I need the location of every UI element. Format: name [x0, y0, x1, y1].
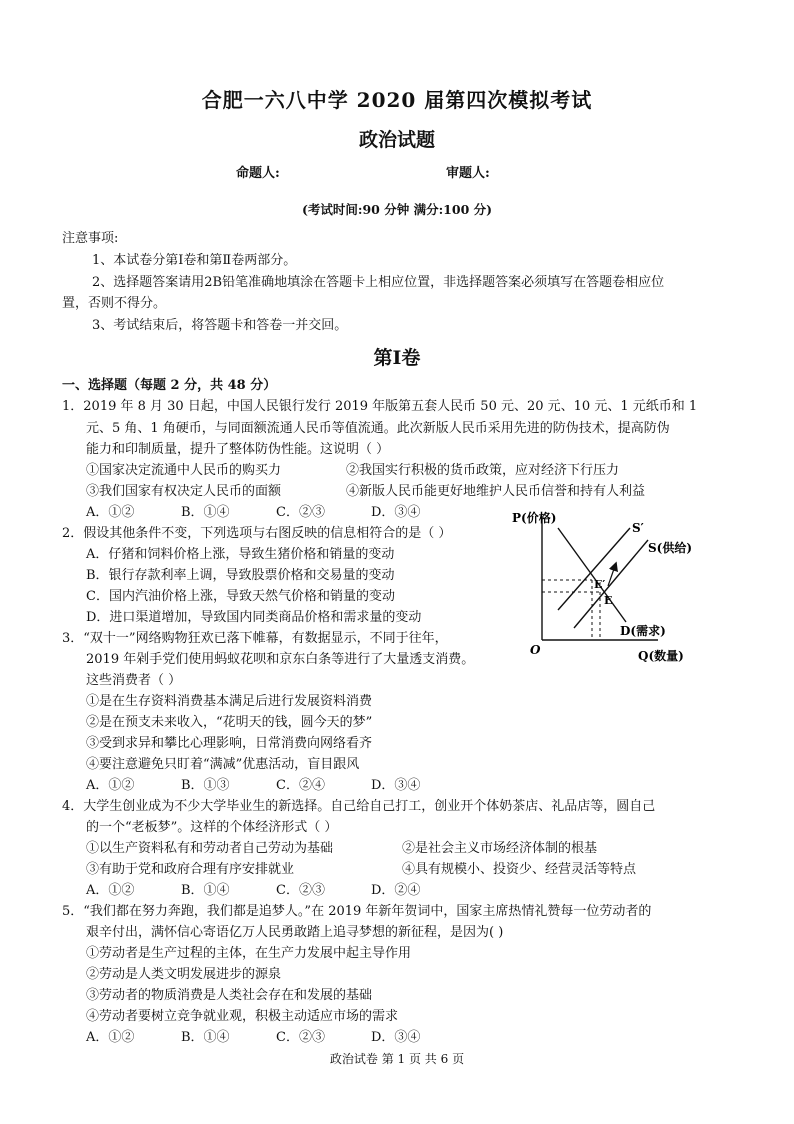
- reviewer-label: 审题人:: [446, 166, 490, 181]
- q1-stem-line: 元、5 角、1 角硬币，与同面额流通人民币等值流通。此次新版人民币采用先进的防伪技术，提高防伪: [86, 421, 670, 436]
- page-footer: 政治试卷 第 1 页 共 6 页: [329, 1052, 465, 1066]
- q2-option-d[interactable]: D．进口渠道增加，导致国内同类商品价格和需求量的变动: [86, 610, 422, 625]
- q4-statement-2: ②是社会主义市场经济体制的根基: [402, 841, 598, 856]
- supply-shifted-label: S′: [632, 521, 644, 535]
- q5-statement-4: ④劳动者要树立竞争就业观，积极主动适应市场的需求: [86, 1009, 399, 1024]
- q3-stem-line: 3．“双十一”网络购物狂欢已落下帷幕，有数据显示，不同于往年，: [62, 631, 448, 646]
- q1-option-a[interactable]: A．①②: [86, 505, 135, 520]
- q3-statement-3: ③受到求异和攀比心理影响，日常消费向网络看齐: [86, 736, 373, 751]
- q1-options: [86, 503, 466, 523]
- q4-option-a[interactable]: A．①②: [86, 883, 135, 898]
- q1-stem-line: 能力和印制质量，提升了整体防伪性能。这说明（ ）: [86, 442, 390, 457]
- q1-option-d[interactable]: D．③④: [371, 505, 421, 520]
- q2-option-a[interactable]: A．仔猪和饲料价格上涨，导致生猪价格和销量的变动: [86, 547, 395, 562]
- q4-option-b[interactable]: B．①④: [181, 883, 230, 898]
- notes-heading: 注意事项:: [62, 231, 119, 246]
- q3-option-b[interactable]: B．①③: [181, 778, 230, 793]
- q4-stem-line: 4．大学生创业成为不少大学毕业生的新选择。自己给自己打工，创业开个体奶茶店、礼品店等，圆自己: [62, 799, 656, 814]
- author-label: 命题人:: [236, 166, 280, 181]
- q1-option-b[interactable]: B．①④: [181, 505, 230, 520]
- q5-statement-2: ②劳动是人类文明发展进步的源泉: [86, 967, 282, 982]
- q4-option-c[interactable]: C．②③: [276, 883, 325, 898]
- q3-options: [86, 776, 466, 796]
- q1-stem-line: 1．2019 年 8 月 30 日起，中国人民银行发行 2019 年版第五套人民币 50 元、20 元、10 元、1 元纸币和 1: [62, 399, 698, 414]
- q1-statement-4: ④新版人民币能更好地维护人民币信誉和持有人利益: [346, 484, 646, 499]
- q1-statement-3: ③我们国家有权决定人民币的面额: [86, 484, 282, 499]
- q5-statement-3: ③劳动者的物质消费是人类社会存在和发展的基础: [86, 988, 373, 1003]
- x-axis-label: Q(数量): [638, 649, 684, 663]
- exam-info: (考试时间:90 分钟 满分:100 分): [301, 202, 493, 217]
- note-item: 3、考试结束后，将答题卡和答卷一并交回。: [92, 318, 348, 333]
- note-item: 1、本试卷分第Ⅰ卷和第Ⅱ卷两部分。: [92, 253, 297, 268]
- supply-demand-graph: [508, 510, 698, 670]
- q2-stem: 2．假设其他条件不变，下列选项与右图反映的信息相符合的是（ ）: [62, 526, 452, 541]
- q5-option-c[interactable]: C．②③: [276, 1030, 325, 1045]
- q5-option-d[interactable]: D．③④: [371, 1030, 421, 1045]
- demand-label: D(需求): [620, 624, 666, 638]
- note-item: 置，否则不得分。: [62, 296, 167, 311]
- q3-statement-4: ④要注意避免只盯着“满减”优惠活动，盲目跟风: [86, 757, 360, 772]
- q4-statement-4: ④具有规模小、投资少、经营灵活等特点: [402, 862, 637, 877]
- supply-shifted-curve: [558, 528, 630, 610]
- q3-stem-line: 这些消费者（ ）: [86, 673, 182, 688]
- equilibrium-new-label: E′: [594, 578, 606, 591]
- q1-statement-2: ②我国实行积极的货币政策，应对经济下行压力: [346, 463, 620, 478]
- demand-curve: [558, 528, 626, 622]
- q1-option-c[interactable]: C．②③: [276, 505, 325, 520]
- q4-options: [86, 881, 466, 901]
- q1-statement-1: ①国家决定流通中人民币的购买力: [86, 463, 282, 478]
- q3-option-a[interactable]: A．①②: [86, 778, 135, 793]
- q5-stem-line: 5．“我们都在努力奔跑，我们都是追梦人。”在 2019 年新年贺词中，国家主席热情礼赞每一位劳动者的: [62, 904, 652, 919]
- q3-statement-1: ①是在生存资料消费基本满足后进行发展资料消费: [86, 694, 373, 709]
- q4-statement-1: ①以生产资料私有和劳动者自己劳动为基础: [86, 841, 334, 856]
- q4-option-d[interactable]: D．②④: [371, 883, 421, 898]
- q3-stem-line: 2019 年剁手党们使用蚂蚁花呗和京东白条等进行了大量透支消费。: [86, 652, 475, 667]
- section-title: 第Ⅰ卷: [373, 347, 421, 369]
- q5-stem-line: 艰辛付出，满怀信心寄语亿万人民勇敢踏上追寻梦想的新征程，是因为( ): [86, 925, 504, 940]
- exam-title: 合肥一六八中学 2020 届第四次模拟考试: [201, 88, 593, 112]
- q4-statement-3: ③有助于党和政府合理有序安排就业: [86, 862, 295, 877]
- part-heading: 一、选择题（每题 2 分，共 48 分）: [62, 378, 277, 393]
- q5-options: [86, 1028, 466, 1048]
- q3-statement-2: ②是在预支未来收入，“花明天的钱，圆今天的梦”: [86, 715, 373, 730]
- q2-option-c[interactable]: C．国内汽油价格上涨，导致天然气价格和销量的变动: [86, 589, 395, 604]
- q3-option-c[interactable]: C．②④: [276, 778, 325, 793]
- exam-subtitle: 政治试题: [358, 129, 435, 151]
- supply-curve: [574, 540, 648, 628]
- q3-option-d[interactable]: D．③④: [371, 778, 421, 793]
- q5-option-b[interactable]: B．①④: [181, 1030, 230, 1045]
- q2-option-b[interactable]: B．银行存款利率上调，导致股票价格和交易量的变动: [86, 568, 395, 583]
- q4-stem-line: 的一个“老板梦”。这样的个体经济形式（ ）: [86, 820, 338, 835]
- supply-label: S(供给): [648, 541, 693, 555]
- y-axis-label: P(价格): [512, 511, 557, 525]
- q5-option-a[interactable]: A．①②: [86, 1030, 135, 1045]
- equilibrium-old-label: E: [604, 594, 613, 607]
- note-item: 2、选择题答案请用2B铅笔准确地填涂在答题卡上相应位置，非选择题答案必须填写在答题卷相应位: [92, 275, 665, 290]
- origin-label: O: [530, 643, 541, 657]
- q5-statement-1: ①劳动者是生产过程的主体，在生产力发展中起主导作用: [86, 946, 412, 961]
